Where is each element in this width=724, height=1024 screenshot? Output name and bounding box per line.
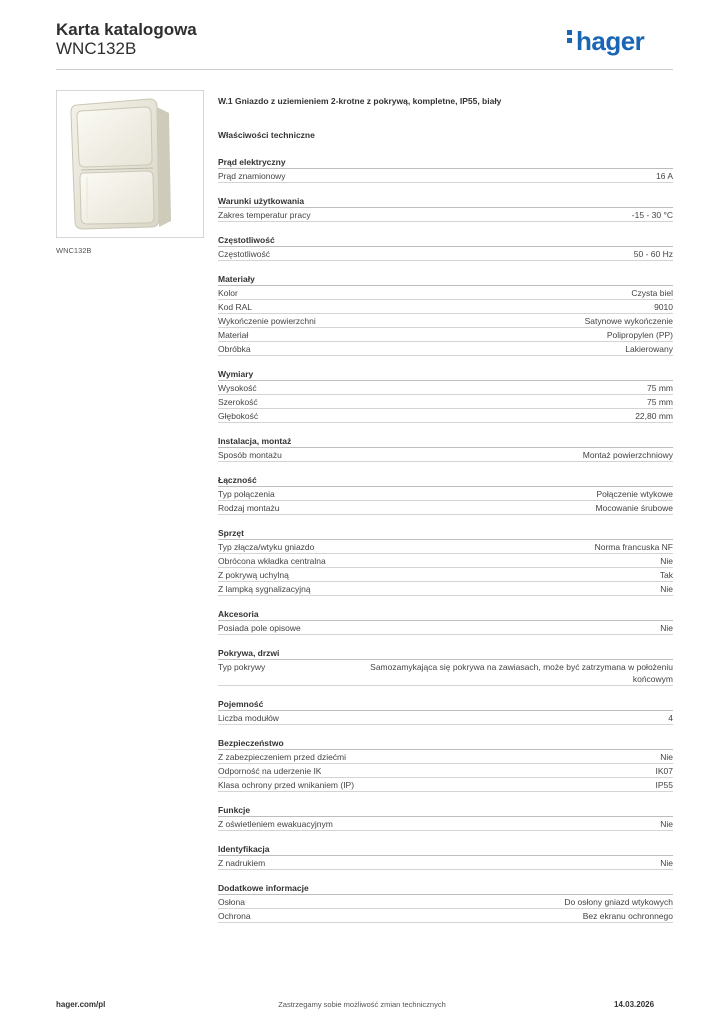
spec-row xyxy=(218,764,673,778)
spec-group-title: Akcesoria xyxy=(218,608,673,621)
spec-group xyxy=(218,474,673,515)
spec-label: Prąd znamionowy xyxy=(218,171,286,181)
spec-group-title: Pojemność xyxy=(218,698,673,711)
spec-group xyxy=(218,195,673,222)
footer-disclaimer: Zastrzegamy sobie możliwość zmian technicznych xyxy=(278,1000,446,1009)
section-label: Właściwości techniczne xyxy=(218,130,315,140)
spec-label: Z lampką sygnalizacyjną xyxy=(218,584,311,594)
spec-groups xyxy=(218,156,673,935)
spec-group xyxy=(218,843,673,870)
spec-row xyxy=(218,750,673,764)
spec-row xyxy=(218,895,673,909)
spec-row xyxy=(218,286,673,300)
logo-text: hager xyxy=(576,26,645,56)
spec-label: Głębokość xyxy=(218,411,259,421)
spec-group-title: Funkcje xyxy=(218,804,673,817)
spec-value: Nie xyxy=(660,623,673,633)
spec-group xyxy=(218,608,673,635)
product-code: WNC132B xyxy=(56,39,137,58)
spec-label: Szerokość xyxy=(218,397,258,407)
spec-group-title: Częstotliwość xyxy=(218,234,673,247)
spec-group xyxy=(218,882,673,923)
spec-row xyxy=(218,660,673,686)
spec-label: Kolor xyxy=(218,288,238,298)
spec-value: 16 A xyxy=(655,171,673,181)
spec-row xyxy=(218,711,673,725)
spec-label: Z pokrywą uchylną xyxy=(218,570,289,580)
spec-group-title: Łączność xyxy=(218,474,673,487)
spec-label: Odporność na uderzenie IK xyxy=(218,766,322,776)
spec-label: Typ połączenia xyxy=(218,489,275,499)
spec-label: Ochrona xyxy=(218,911,251,921)
spec-row xyxy=(218,328,673,342)
spec-label: Z zabezpieczeniem przed dziećmi xyxy=(218,752,347,762)
spec-value: Norma francuska NF xyxy=(594,542,673,552)
spec-label: Materiał xyxy=(218,330,249,340)
spec-label: Z nadrukiem xyxy=(218,858,266,868)
spec-group xyxy=(218,804,673,831)
page-title: Karta katalogowa xyxy=(56,20,197,39)
spec-row xyxy=(218,448,673,462)
spec-row xyxy=(218,856,673,870)
spec-value: Lakierowany xyxy=(625,344,673,354)
spec-label: Z oświetleniem ewakuacyjnym xyxy=(218,819,333,829)
spec-group-title: Materiały xyxy=(218,273,673,286)
footer-date: 14.03.2026 xyxy=(614,1000,655,1009)
spec-label: Klasa ochrony przed wnikaniem (IP) xyxy=(218,780,355,790)
spec-row xyxy=(218,487,673,501)
spec-value: Do osłony gniazd wtykowych xyxy=(564,897,673,907)
spec-label: Wysokość xyxy=(218,383,257,393)
spec-label: Wykończenie powierzchni xyxy=(218,316,316,326)
spec-row xyxy=(218,314,673,328)
spec-row xyxy=(218,208,673,222)
spec-row xyxy=(218,778,673,792)
spec-value: Tak xyxy=(659,570,673,580)
spec-label: Zakres temperatur pracy xyxy=(218,210,311,220)
spec-group xyxy=(218,234,673,261)
spec-value: 75 mm xyxy=(647,383,673,393)
spec-row xyxy=(218,169,673,183)
spec-label: Posiada pole opisowe xyxy=(218,623,301,633)
hager-logo xyxy=(567,26,644,57)
spec-value: Samozamykająca się pokrywa na zawiasach, może być zatrzymana w położeniu końcowym xyxy=(370,662,673,684)
spec-row xyxy=(218,409,673,423)
spec-group xyxy=(218,156,673,183)
spec-value: Polipropylen (PP) xyxy=(606,330,673,340)
spec-row xyxy=(218,568,673,582)
spec-row xyxy=(218,817,673,831)
spec-row xyxy=(218,381,673,395)
footer-website: hager.com/pl xyxy=(56,1000,106,1009)
spec-value: Mocowanie śrubowe xyxy=(595,503,673,513)
spec-value: Satynowe wykończenie xyxy=(584,316,673,326)
spec-row xyxy=(218,395,673,409)
spec-label: Liczba modułów xyxy=(218,713,279,723)
spec-value: 9010 xyxy=(654,302,673,312)
spec-value: 22,80 mm xyxy=(635,411,673,421)
header-divider xyxy=(56,69,673,70)
spec-group xyxy=(218,368,673,423)
spec-label: Rodzaj montażu xyxy=(218,503,280,513)
product-photo xyxy=(56,90,204,238)
spec-group xyxy=(218,647,673,686)
spec-row xyxy=(218,554,673,568)
spec-value: 4 xyxy=(668,713,673,723)
spec-value: Nie xyxy=(660,584,673,594)
product-title: W.1 Gniazdo z uziemieniem 2-krotne z pokrywą, kompletne, IP55, biały xyxy=(218,96,502,106)
spec-value: 50 - 60 Hz xyxy=(633,249,673,259)
spec-group-title: Bezpieczeństwo xyxy=(218,737,673,750)
spec-value: 75 mm xyxy=(647,397,673,407)
spec-value: Nie xyxy=(660,858,673,868)
spec-group-title: Identyfikacja xyxy=(218,843,673,856)
spec-value: IK07 xyxy=(655,766,673,776)
spec-group xyxy=(218,435,673,462)
spec-group-title: Instalacja, montaż xyxy=(218,435,673,448)
spec-group-title: Pokrywa, drzwi xyxy=(218,647,673,660)
spec-group xyxy=(218,273,673,356)
spec-label: Osłona xyxy=(218,897,245,907)
spec-value: Nie xyxy=(660,556,673,566)
spec-row xyxy=(218,621,673,635)
spec-row xyxy=(218,582,673,596)
spec-group xyxy=(218,737,673,792)
spec-value: Nie xyxy=(660,819,673,829)
spec-row xyxy=(218,247,673,261)
spec-group xyxy=(218,698,673,725)
spec-group xyxy=(218,527,673,596)
spec-label: Sposób montażu xyxy=(218,450,282,460)
spec-value: Nie xyxy=(660,752,673,762)
spec-label: Obróbka xyxy=(218,344,251,354)
spec-label: Typ złącza/wtyku gniazdo xyxy=(218,542,315,552)
spec-group-title: Sprzęt xyxy=(218,527,673,540)
spec-value: -15 - 30 °C xyxy=(631,210,673,220)
spec-label: Częstotliwość xyxy=(218,249,270,259)
photo-caption: WNC132B xyxy=(56,246,92,255)
spec-value: Połączenie wtykowe xyxy=(596,489,673,499)
spec-row xyxy=(218,501,673,515)
spec-label: Obrócona wkładka centralna xyxy=(218,556,326,566)
spec-row xyxy=(218,300,673,314)
spec-label: Kod RAL xyxy=(218,302,253,312)
spec-value: Montaż powierzchniowy xyxy=(582,450,673,460)
socket-image xyxy=(57,91,203,237)
spec-value: IP55 xyxy=(655,780,673,790)
spec-value: Czysta biel xyxy=(631,288,673,298)
spec-label: Typ pokrywy xyxy=(218,662,266,672)
spec-group-title: Wymiary xyxy=(218,368,673,381)
spec-row xyxy=(218,342,673,356)
spec-group-title: Dodatkowe informacje xyxy=(218,882,673,895)
spec-row xyxy=(218,909,673,923)
spec-value: Bez ekranu ochronnego xyxy=(582,911,673,921)
spec-group-title: Warunki użytkowania xyxy=(218,195,673,208)
spec-row xyxy=(218,540,673,554)
spec-group-title: Prąd elektryczny xyxy=(218,156,673,169)
